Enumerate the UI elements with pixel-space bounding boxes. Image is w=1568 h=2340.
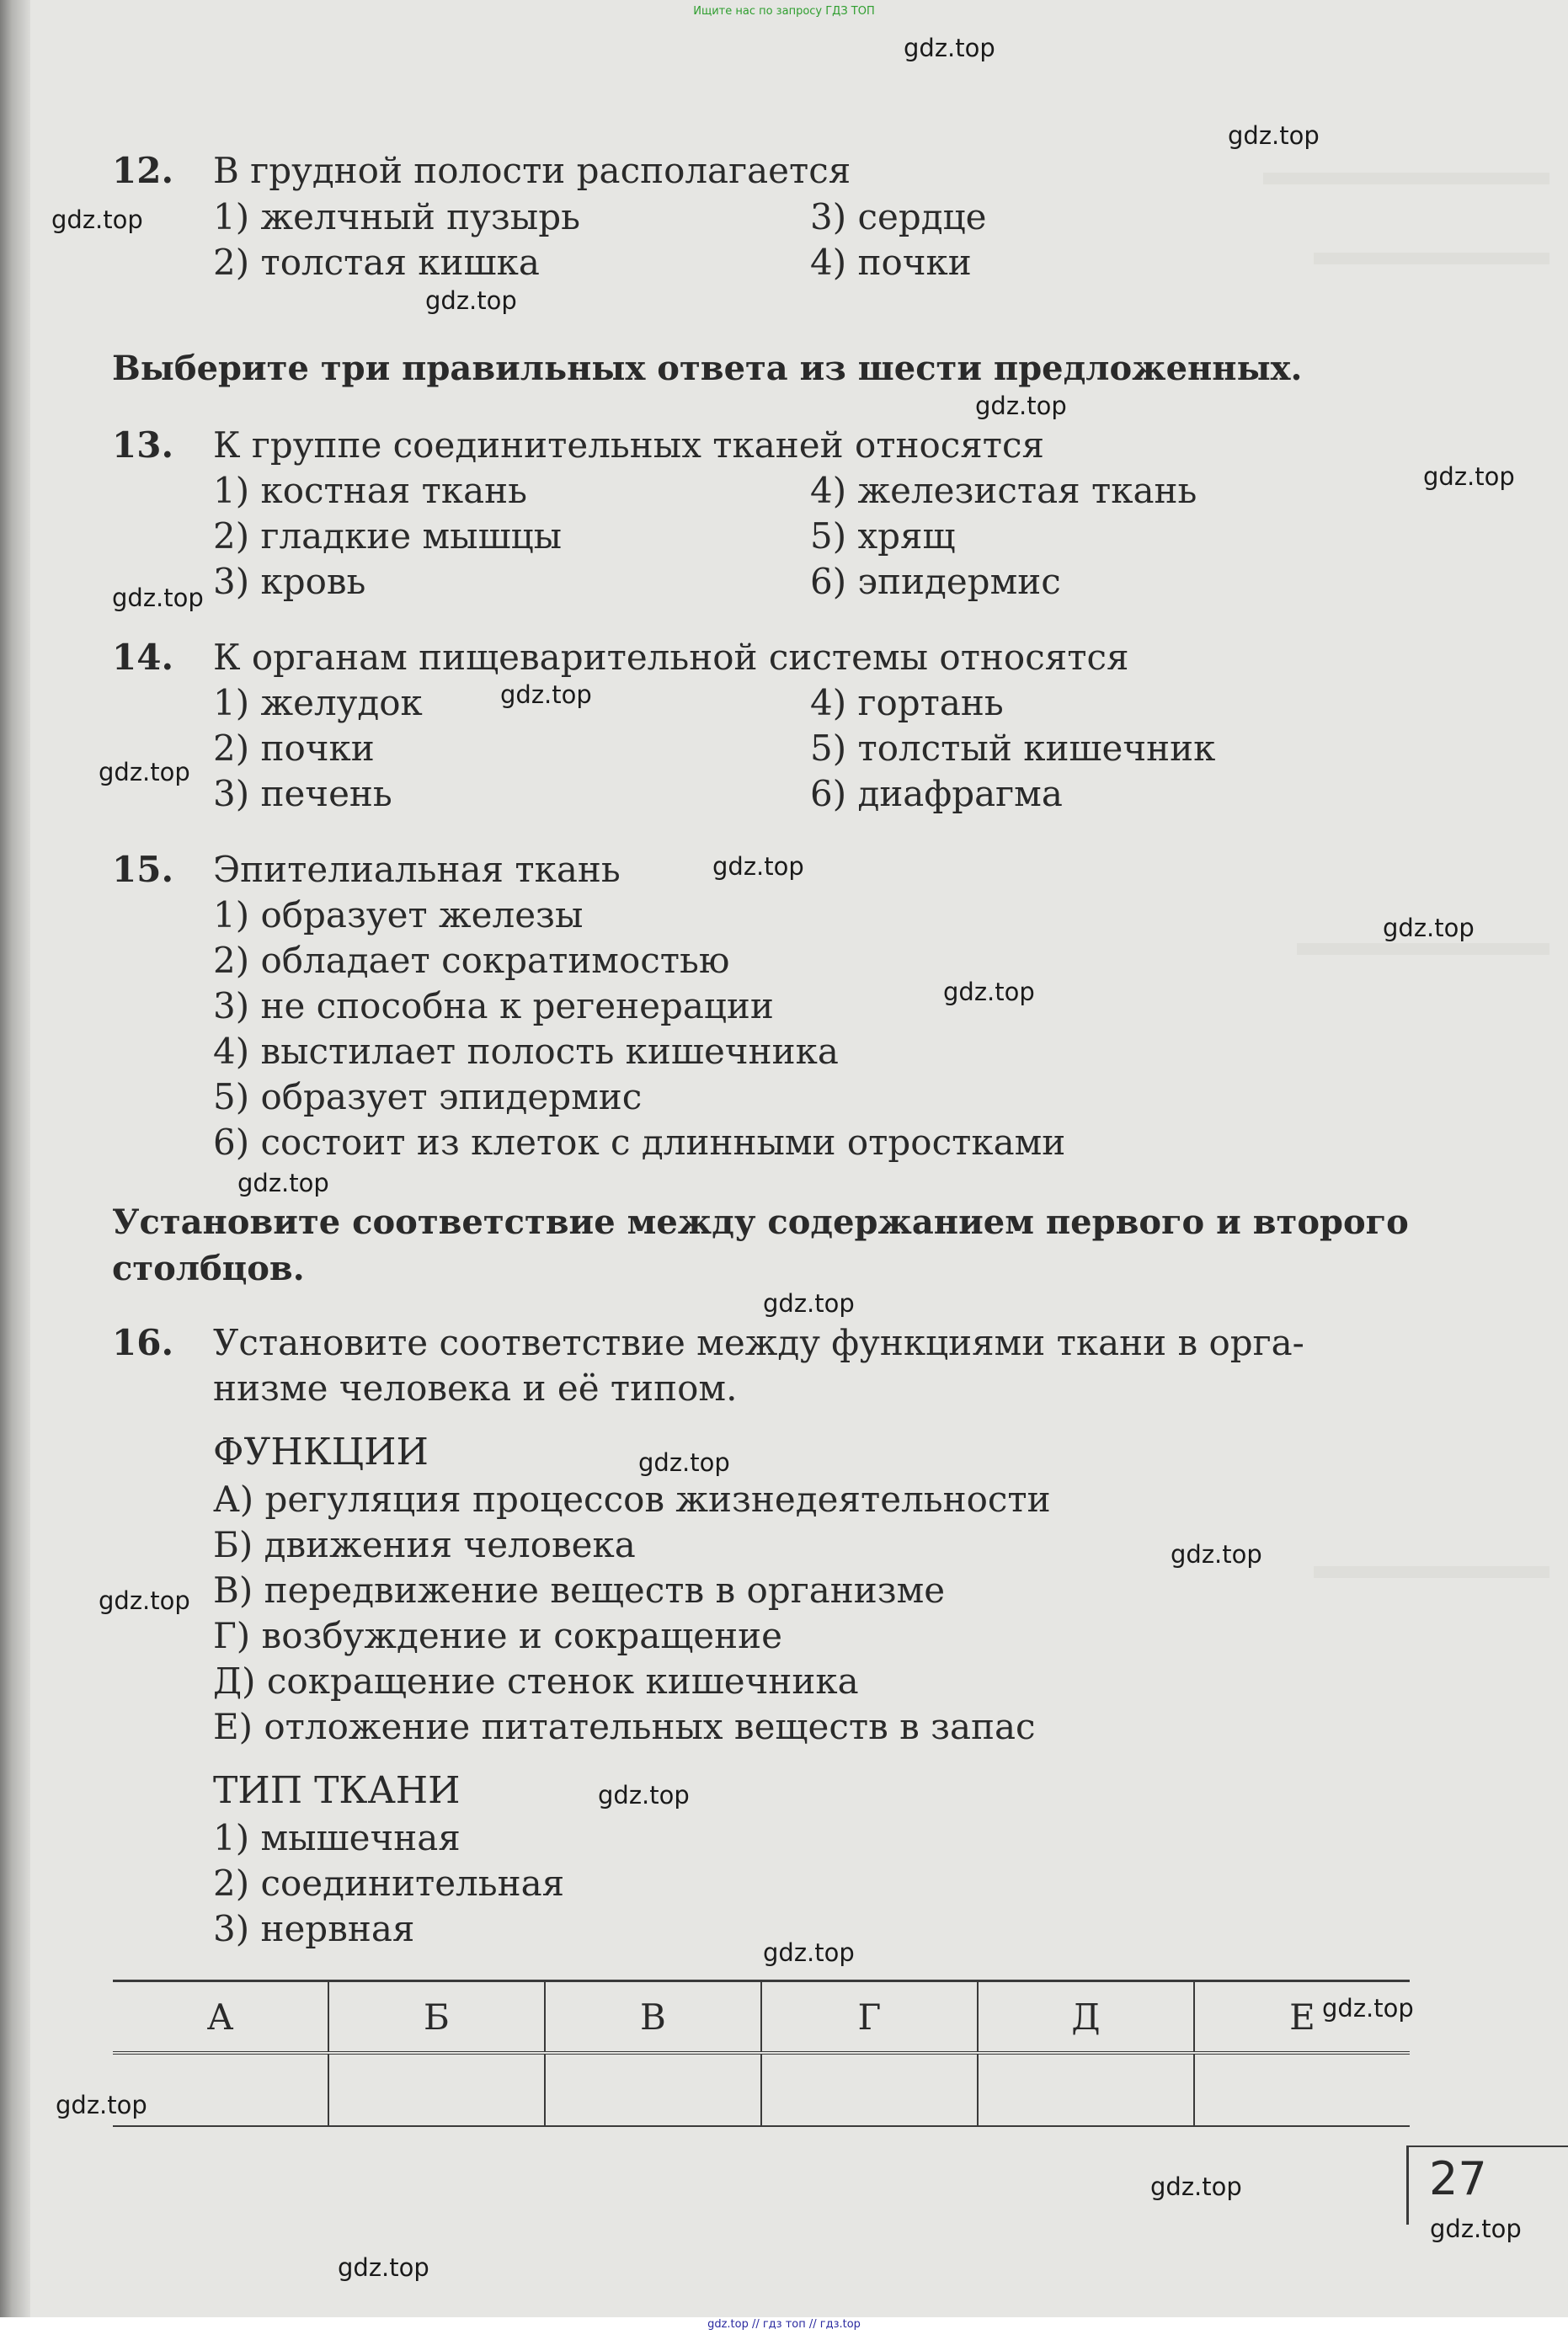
watermark: gdz.top (712, 852, 804, 881)
watermark: gdz.top (112, 584, 204, 612)
instruction-three-answers: Выберите три правильных ответа из шести предложенных. (112, 349, 1303, 388)
watermark: gdz.top (56, 2091, 147, 2119)
question-number-15: 15. (112, 849, 174, 890)
watermark: gdz.top (338, 2253, 429, 2282)
question-16-text-line1: Установите соответствие между функциями ткани в орга- (213, 1322, 1304, 1363)
watermark: gdz.top (904, 34, 995, 62)
watermark: gdz.top (763, 1289, 855, 1318)
watermark: gdz.top (1383, 914, 1475, 942)
option: 6) состоит из клеток с длинными отростками (213, 1122, 1066, 1163)
option: 3) не способна к регенерации (213, 985, 774, 1026)
option: 5) толстый кишечник (810, 728, 1216, 769)
question-14-text: К органам пищеварительной системы относятся (213, 637, 1129, 678)
watermark: gdz.top (425, 286, 517, 315)
option: 3) сердце (810, 196, 987, 237)
watermark: gdz.top (1430, 2215, 1522, 2243)
watermark: gdz.top (638, 1448, 730, 1477)
option: 3) печень (213, 773, 392, 814)
option: 1) желчный пузырь (213, 196, 580, 237)
option: 2) обладает сократимостью (213, 940, 730, 981)
watermark: gdz.top (943, 978, 1035, 1006)
show-through (1314, 253, 1549, 264)
answer-table (113, 1980, 1410, 2127)
function-item: Е) отложение питательных веществ в запас (213, 1706, 1036, 1747)
function-item: А) регуляция процессов жизнедеятельности (213, 1479, 1051, 1520)
answer-cell[interactable] (978, 2053, 1194, 2126)
type-item: 1) мышечная (213, 1817, 461, 1858)
function-item: Д) сокращение стенок кишечника (213, 1660, 859, 1702)
type-item: 2) соединительная (213, 1863, 565, 1904)
types-header: ТИП ТКАНИ (213, 1769, 461, 1812)
answer-table-header-row (113, 1981, 1410, 2054)
answer-header-cell: Е (1194, 1981, 1410, 2054)
option: 2) гладкие мышцы (213, 515, 563, 557)
answer-header-cell: А (113, 1981, 328, 2054)
option: 6) эпидермис (810, 561, 1061, 602)
question-number-16: 16. (112, 1322, 174, 1363)
watermark: gdz.top (1171, 1540, 1262, 1569)
option: 4) железистая ткань (810, 470, 1197, 511)
question-15-text: Эпителиальная ткань (213, 849, 621, 890)
answer-header-cell: В (545, 1981, 761, 2054)
watermark: gdz.top (763, 1938, 855, 1967)
watermark: gdz.top (51, 205, 143, 234)
show-through (1297, 943, 1549, 955)
option: 1) костная ткань (213, 470, 528, 511)
question-number-12: 12. (112, 150, 174, 191)
option: 2) толстая кишка (213, 242, 540, 283)
function-item: Б) движения человека (213, 1524, 636, 1565)
answer-table-input-row (113, 2053, 1410, 2126)
option: 5) образует эпидермис (213, 1076, 643, 1117)
show-through (1263, 173, 1549, 184)
answer-cell[interactable] (328, 2053, 545, 2126)
watermark: gdz.top (99, 758, 190, 786)
instruction-matching-line2: столбцов. (112, 1249, 305, 1288)
answer-header-cell: Д (978, 1981, 1194, 2054)
watermark: gdz.top (975, 392, 1067, 420)
show-through (1314, 1566, 1549, 1578)
watermark: gdz.top (99, 1586, 190, 1615)
type-item: 3) нервная (213, 1908, 415, 1949)
option: 6) диафрагма (810, 773, 1063, 814)
question-number-14: 14. (112, 637, 174, 678)
function-item: Г) возбуждение и сокращение (213, 1615, 782, 1656)
binding-shadow (0, 0, 30, 2340)
answer-cell[interactable] (545, 2053, 761, 2126)
watermark: gdz.top (1423, 462, 1515, 491)
watermark: gdz.top (598, 1781, 690, 1810)
question-13-text: К группе соединительных тканей относятся (213, 424, 1045, 466)
answer-cell[interactable] (761, 2053, 978, 2126)
question-12-text: В грудной полости располагается (213, 150, 851, 191)
watermark: gdz.top (1150, 2172, 1242, 2201)
watermark: gdz.top (1322, 1994, 1414, 2023)
bottom-banner[interactable]: gdz.top // гдз топ // гдз.top (0, 2317, 1568, 2340)
function-item: В) передвижение веществ в организме (213, 1570, 946, 1611)
option: 5) хрящ (810, 515, 956, 557)
watermark: gdz.top (1228, 121, 1320, 150)
page-number: 27 (1429, 2152, 1487, 2205)
answer-cell[interactable] (1194, 2053, 1410, 2126)
option: 4) почки (810, 242, 972, 283)
watermark: gdz.top (237, 1169, 329, 1197)
question-number-13: 13. (112, 424, 174, 466)
answer-header-cell: Г (761, 1981, 978, 2054)
option: 1) образует железы (213, 894, 584, 935)
option: 2) почки (213, 728, 375, 769)
instruction-matching-line1: Установите соответствие между содержанием первого и второго (112, 1202, 1409, 1242)
option: 4) гортань (810, 682, 1004, 723)
option: 4) выстилает полость кишечника (213, 1031, 839, 1072)
option: 1) желудок (213, 682, 423, 723)
watermark: gdz.top (500, 680, 592, 709)
top-banner[interactable]: Ищите нас по запросу ГДЗ ТОП (693, 5, 875, 18)
answer-header-cell: Б (328, 1981, 545, 2054)
functions-header: ФУНКЦИИ (213, 1431, 429, 1474)
question-16-text-line2: низме человека и её типом. (213, 1367, 738, 1409)
option: 3) кровь (213, 561, 366, 602)
